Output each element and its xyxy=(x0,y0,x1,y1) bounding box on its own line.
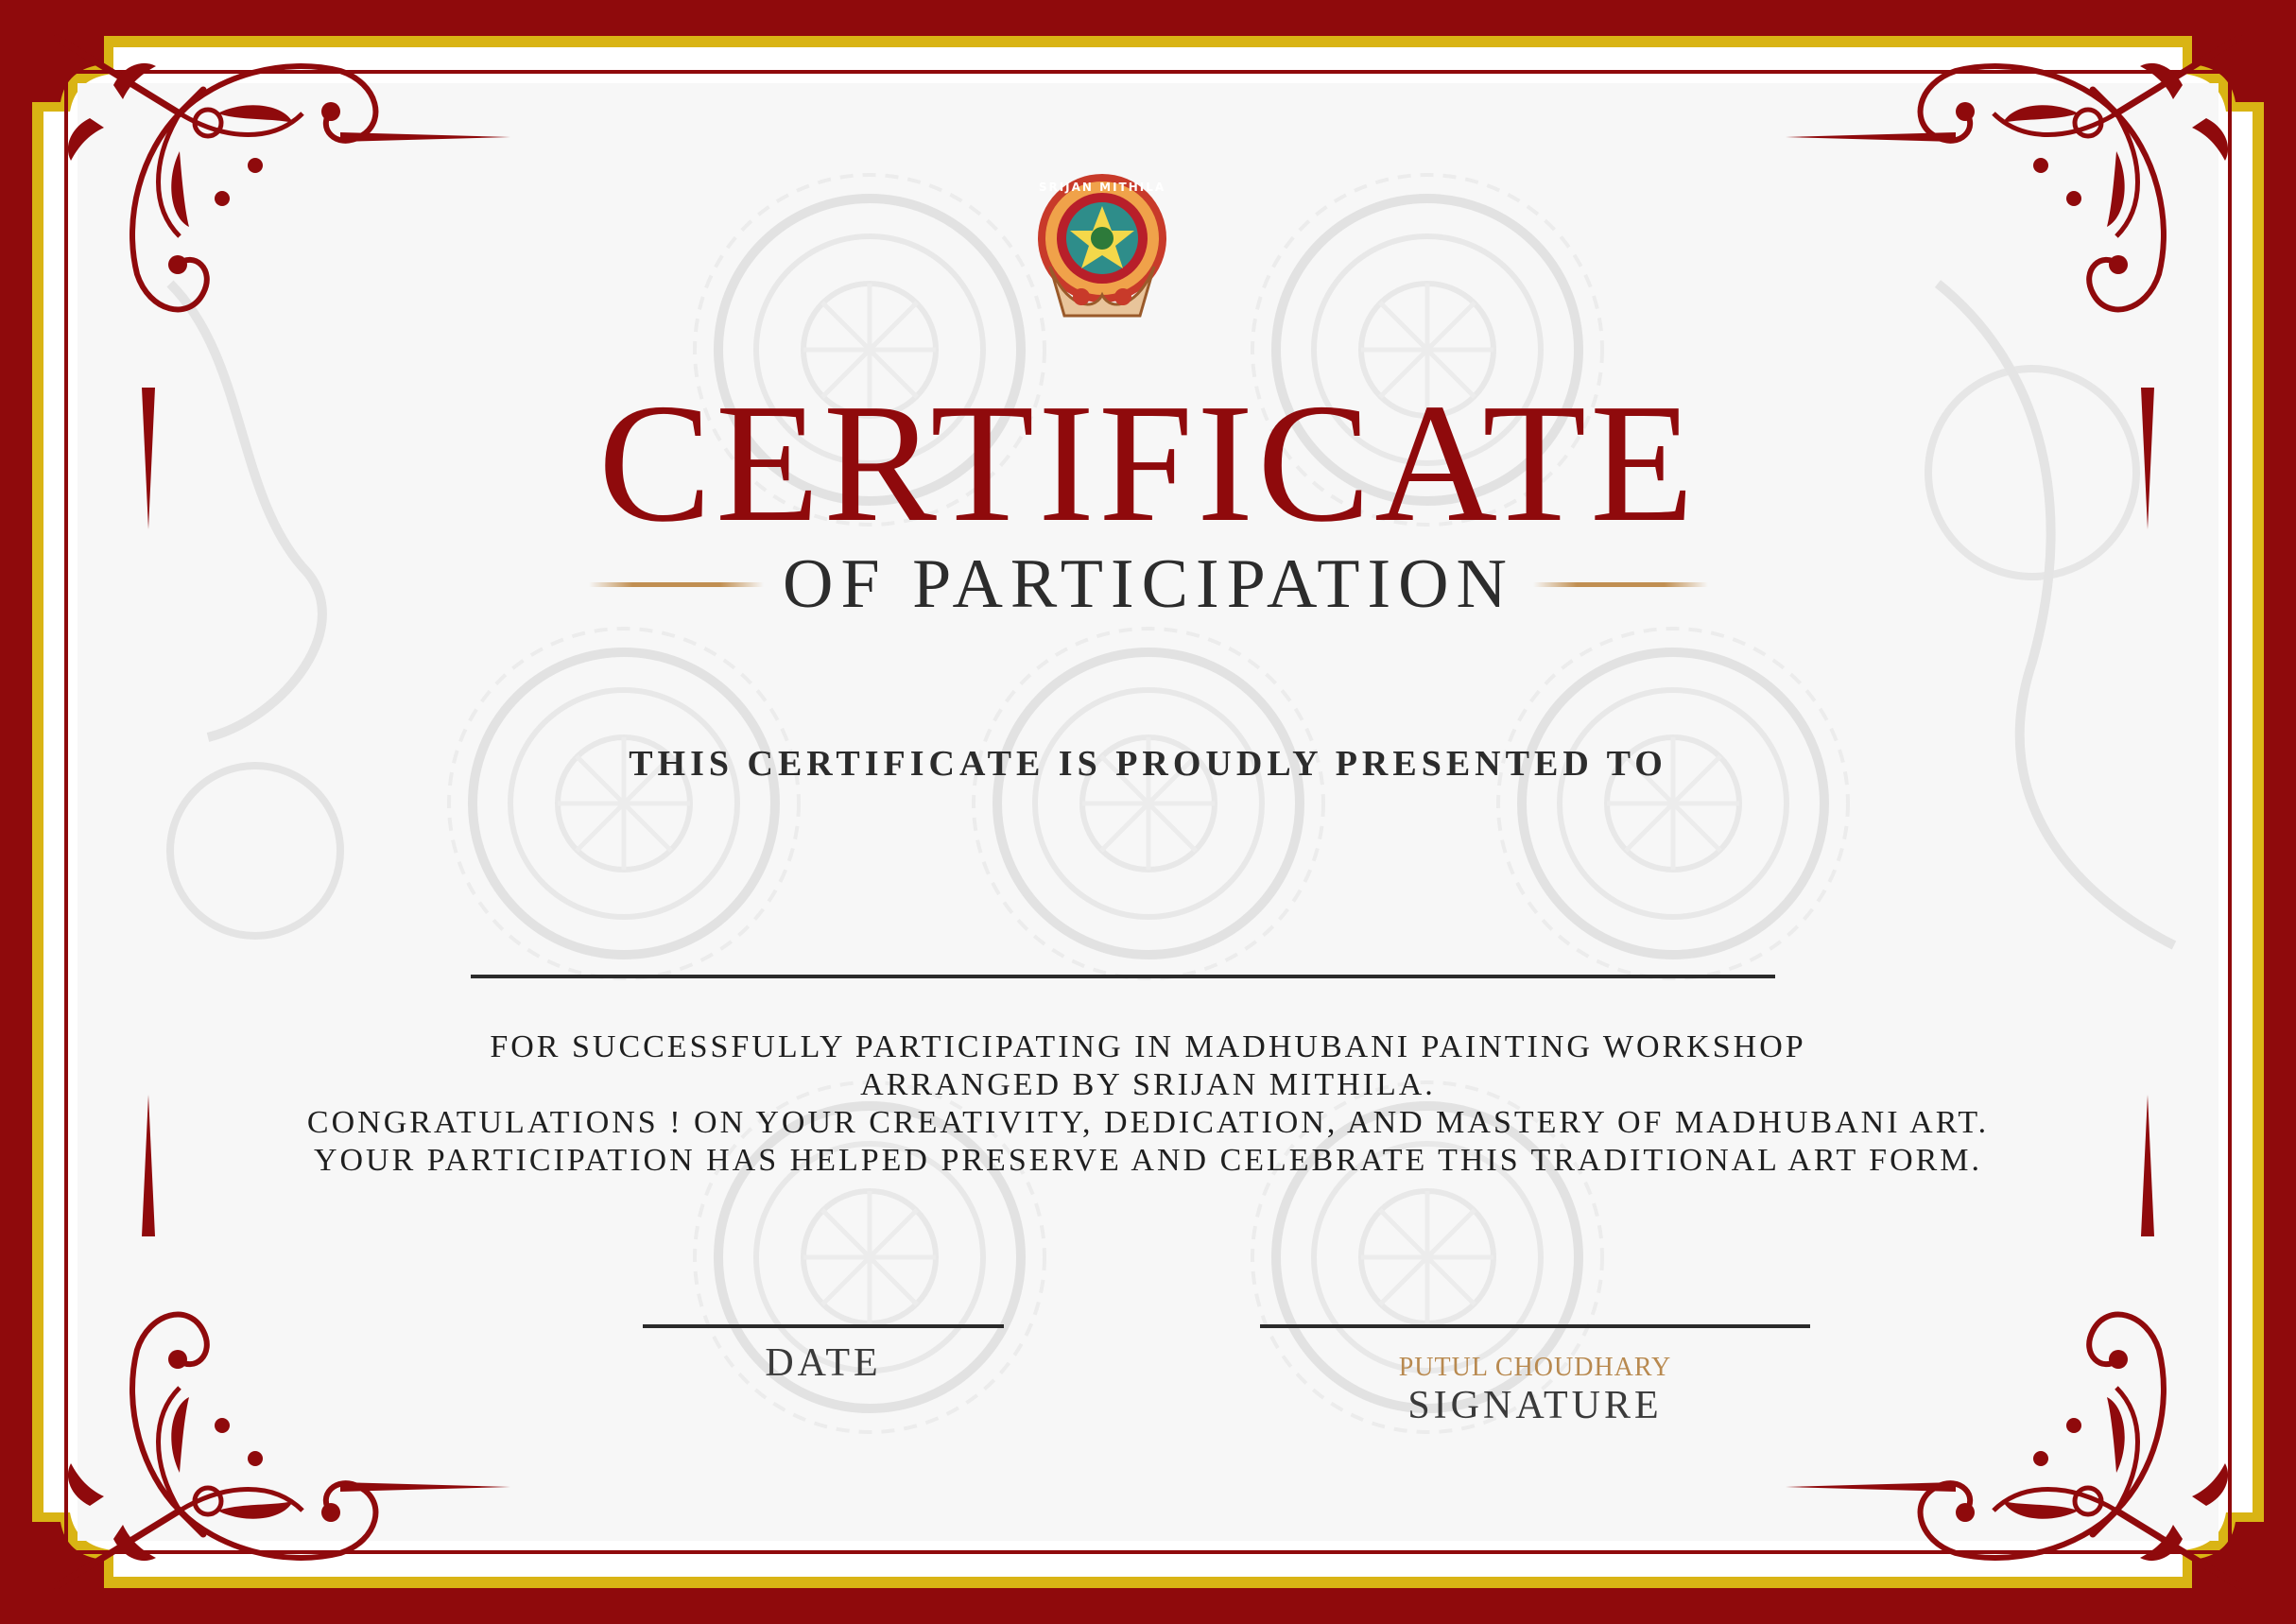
presented-to-text: THIS CERTIFICATE IS PROUDLY PRESENTED TO xyxy=(629,744,1667,784)
certificate-subtitle: OF PARTICIPATION xyxy=(783,544,1514,623)
signer-name: PUTUL CHOUDHARY xyxy=(1398,1353,1672,1382)
signature-label: SIGNATURE xyxy=(1407,1384,1663,1427)
certificate-body xyxy=(0,1028,2296,1180)
certificate-title: CERTIFICATE xyxy=(597,369,1699,557)
body-line-4: YOUR PARTICIPATION HAS HELPED PRESERVE AND CELEBRATE THIS TRADITIONAL ART FORM. xyxy=(313,1143,1983,1178)
body-line-1: FOR SUCCESSFULLY PARTICIPATING IN MADHUBANI PAINTING WORKSHOP xyxy=(490,1029,1806,1064)
body-line-2: ARRANGED BY SRIJAN MITHILA. xyxy=(860,1067,1436,1102)
body-line-3: CONGRATULATIONS ! ON YOUR CREATIVITY, DEDICATION, AND MASTERY OF MADHUBANI ART. xyxy=(306,1105,1990,1140)
subtitle-rule-right xyxy=(1533,582,1708,587)
signature-line xyxy=(1260,1324,1810,1328)
date-label: DATE xyxy=(765,1341,882,1385)
subtitle-row xyxy=(567,546,1730,622)
recipient-name-line xyxy=(471,975,1775,978)
svg-text:SRIJAN MITHILA: SRIJAN MITHILA xyxy=(1038,181,1166,194)
date-line xyxy=(643,1324,1004,1328)
subtitle-rule-left xyxy=(589,582,764,587)
srijan-mithila-logo-icon xyxy=(1038,174,1166,316)
